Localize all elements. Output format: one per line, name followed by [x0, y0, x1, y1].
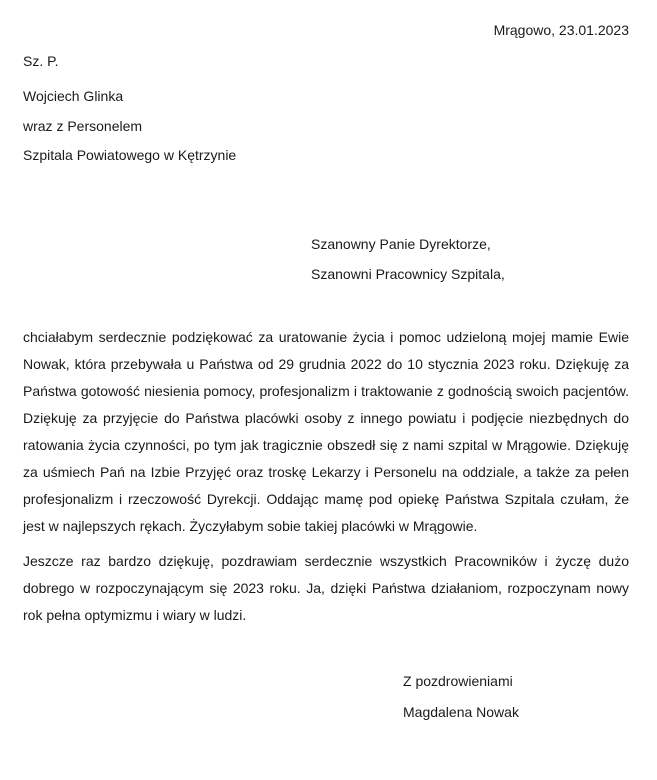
recipient-line-1: Sz. P. — [23, 53, 59, 69]
place-date: Mrągowo, 23.01.2023 — [493, 22, 629, 38]
greeting-line-2: Szanowni Pracownicy Szpitala, — [311, 266, 505, 282]
recipient-line-4: Szpitala Powiatowego w Kętrzynie — [23, 147, 237, 163]
body-paragraph-1: chciałabym serdecznie podziękować za uratowanie życia i pomoc udzieloną mojej mamie Ewie Nowak, która przebywała u Państwa od 29 grudnia 2022 do 10 stycznia 2023 roku. Dziękuję za Państwa gotowość niesienia pomocy, profesjonalizm i traktowanie z godnością swoich pacjentów. Dziękuję za przyjęcie do Państwa placówki osoby z innego powiatu i podjęcie niezbędnych do ratowania życia czynności, po tym jak tragicznie obszedł się z nami szpital w Mrągowie. Dziękuję za uśmiech Pań na Izbie Przyjęć oraz troskę Lekarzy i Personelu na oddziale, a także za pełen profesjonalizm i rzeczowość Dyrekcji. Oddając mamę pod opiekę Państwa Szpitala czułam, że jest w najlepszych rękach. Życzyłabym sobie takiej placówki w Mrągowie. — [23, 329, 629, 534]
greeting-line-1: Szanowny Panie Dyrektorze, — [311, 236, 491, 252]
closing-phrase: Z pozdrowieniami — [403, 673, 513, 689]
body-paragraph-2: Jeszcze raz bardzo dziękuję, pozdrawiam serdecznie wszystkich Pracowników i życzę dużo dobrego w rozpoczynającym się 2023 roku. Ja, dzięki Państwa działaniom, rozpoczynam nowy rok pełna optymizmu i wiary w ludzi. — [23, 553, 629, 623]
signature-name: Magdalena Nowak — [403, 704, 519, 720]
recipient-line-3: wraz z Personelem — [23, 118, 143, 134]
recipient-line-2: Wojciech Glinka — [23, 88, 124, 104]
